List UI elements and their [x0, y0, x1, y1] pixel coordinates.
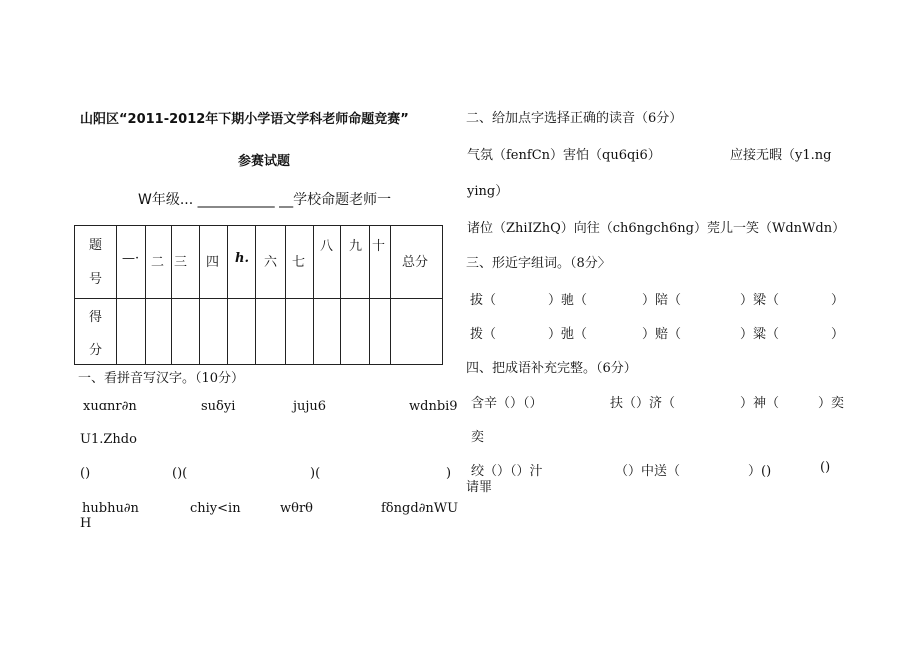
table-col-divider — [313, 226, 314, 364]
table-col-header: 八 — [320, 239, 334, 254]
table-col-header: —· — [122, 251, 140, 266]
answer-bracket: ) — [446, 466, 452, 481]
pinyin-item: juju6 — [293, 399, 327, 414]
section4-heading: 四、把成语补充完整。（6分） — [466, 361, 637, 376]
table-col-divider — [227, 226, 228, 364]
idiom-item: ）奕 — [818, 396, 845, 411]
table-col-header: h. — [235, 251, 249, 266]
word-group-item: ）赔（ — [642, 327, 682, 342]
idiom-item: ）神（ — [740, 396, 780, 411]
table-col-divider — [390, 226, 391, 364]
answer-bracket: () — [80, 466, 91, 481]
word-group-item: ）驰（ — [548, 293, 588, 308]
word-group-item: ） — [831, 327, 845, 342]
score-table — [74, 225, 443, 365]
grade-line: W年级... ___________ __学校命题老师一 — [138, 192, 392, 208]
pinyin-item: H — [80, 516, 92, 531]
section2-line: 气氛（fenfCn）害怕（qu6qi6） — [467, 148, 661, 163]
word-group-item: ）弛（ — [548, 327, 588, 342]
pinyin-item: U1.Zhdo — [80, 432, 137, 447]
table-col-divider — [116, 226, 117, 364]
table-col-header-total: 总分 — [402, 255, 429, 270]
table-label-hao: 号 — [89, 272, 103, 287]
pinyin-item: wdnbi9 — [409, 399, 458, 414]
section2-heading: 二、给加点字选择正确的读音（6分） — [466, 111, 683, 126]
exam-subtitle: 参赛试题 — [238, 154, 291, 169]
table-col-header: 六 — [264, 255, 278, 270]
word-group-item: ） — [831, 293, 845, 308]
table-col-header: 七 — [292, 255, 306, 270]
section1-heading: 一、看拼音写汉字。（10分） — [78, 371, 245, 386]
table-col-divider — [340, 226, 341, 364]
table-col-header: 九 — [349, 239, 363, 254]
word-group-item: ）粱（ — [740, 327, 780, 342]
section2-line: ying） — [467, 184, 509, 199]
table-row-divider — [75, 298, 442, 299]
table-col-divider — [369, 226, 370, 364]
pinyin-item: hubhu∂n — [82, 501, 139, 516]
idiom-item: ）() — [748, 464, 772, 479]
table-col-divider — [199, 226, 200, 364]
pinyin-item: fδngd∂nWU — [381, 501, 459, 516]
word-group-item: 拔（ — [470, 293, 497, 308]
table-col-header: 四 — [206, 255, 220, 270]
table-label-ti: 题 — [89, 238, 103, 253]
pinyin-item: suδyi — [201, 399, 236, 414]
section3-heading: 三、形近字组词。（8分〉 — [466, 256, 611, 271]
table-label-fen: 分 — [89, 343, 103, 358]
idiom-item: 含辛（）（） — [471, 396, 543, 411]
exam-title: 山阳区“2011-2012年下期小学语文学科老师命题竞赛” — [80, 112, 409, 127]
idiom-item: 请罪 — [466, 480, 493, 495]
table-col-divider — [285, 226, 286, 364]
idiom-item: 奕 — [471, 430, 485, 445]
answer-bracket: ()( — [172, 466, 188, 481]
answer-bracket: )( — [310, 466, 321, 481]
idiom-item: （）中送（ — [615, 464, 681, 479]
table-col-divider — [171, 226, 172, 364]
idiom-item: 扶（）济（ — [610, 396, 676, 411]
table-col-header: 二 — [151, 255, 165, 270]
pinyin-item: wθrθ — [280, 501, 313, 516]
pinyin-item: chiy<in — [190, 501, 241, 516]
table-col-divider — [145, 226, 146, 364]
table-col-divider — [255, 226, 256, 364]
word-group-item: 拨（ — [470, 327, 497, 342]
section2-line: 应接无暇（y1.ng — [730, 148, 832, 163]
idiom-item: 绞（）（）汁 — [471, 464, 543, 479]
table-label-de: 得 — [89, 310, 103, 325]
table-col-header: 三 — [174, 255, 188, 270]
word-group-item: ）陪（ — [642, 293, 682, 308]
section2-line: 诸位（ZhiIZhQ）向往（ch6ngch6ng）莞儿一笑（WdnWdn） — [467, 221, 846, 236]
table-col-header: 十 — [372, 239, 386, 254]
idiom-item: () — [820, 460, 831, 475]
pinyin-item: xuɑnr∂n — [83, 399, 137, 414]
word-group-item: ）梁（ — [740, 293, 780, 308]
